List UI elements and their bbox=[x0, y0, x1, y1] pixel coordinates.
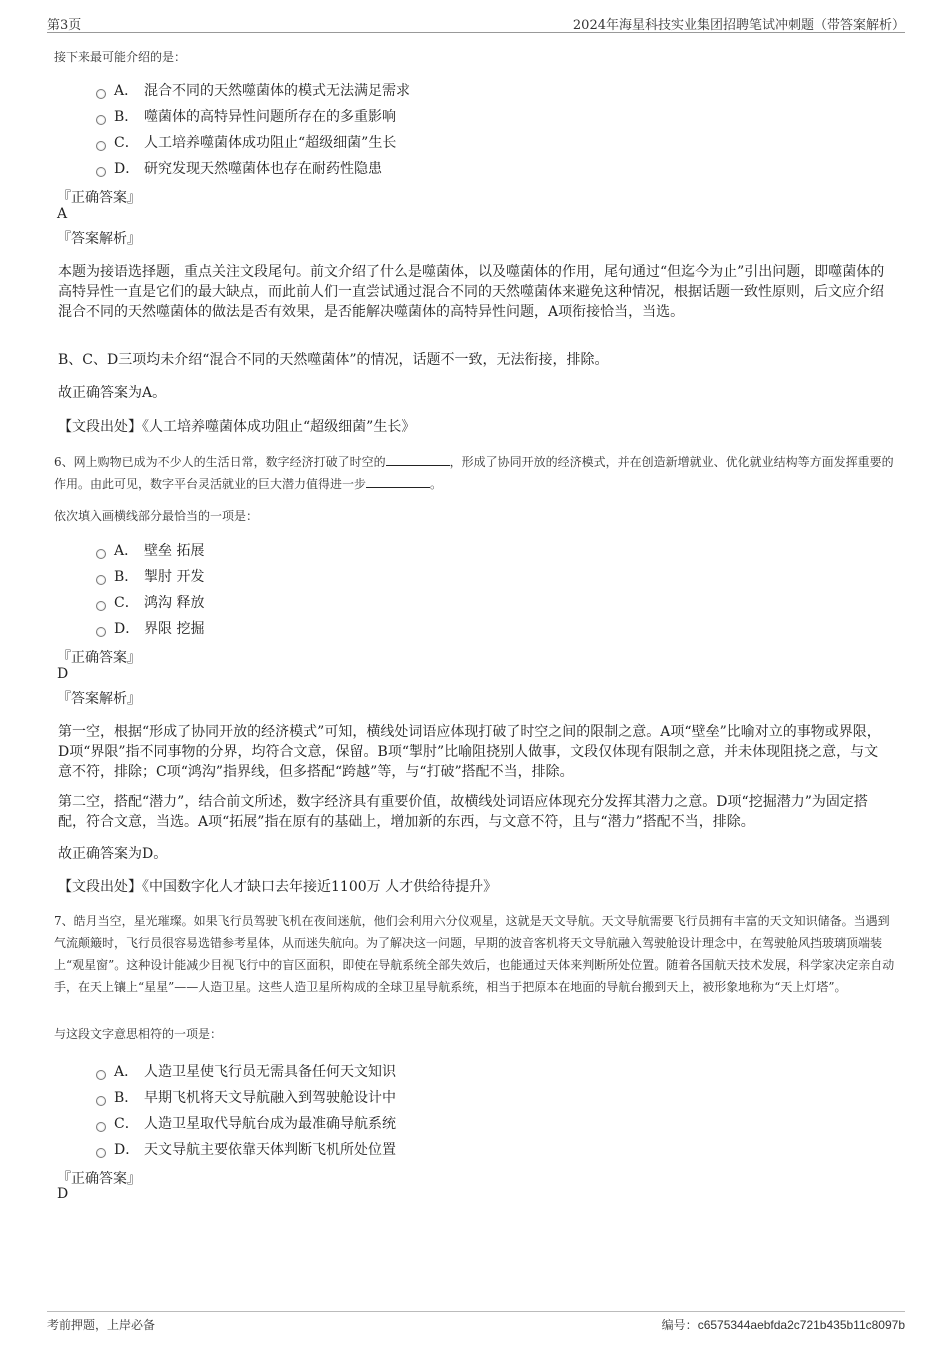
page-footer bbox=[47, 1311, 905, 1334]
q6-option-b[interactable] bbox=[96, 566, 204, 586]
option-text: 噬菌体的高特异性问题所存在的多重影响 bbox=[144, 109, 396, 125]
q6-source: 【文段出处】《中国数字化人才缺口去年接近1100万 人才供给待提升》 bbox=[58, 879, 498, 895]
q7-option-c[interactable] bbox=[96, 1113, 396, 1133]
q5-prompt: 接下来最可能介绍的是： bbox=[54, 50, 187, 64]
q6-blank-1 bbox=[386, 455, 450, 466]
option-text: 界限 挖掘 bbox=[144, 621, 205, 637]
q6-stem bbox=[54, 451, 898, 495]
q6-stem-part-3: 。 bbox=[430, 477, 443, 491]
radio-icon[interactable] bbox=[96, 89, 106, 99]
q6-answer: D bbox=[57, 666, 69, 682]
option-letter: A． bbox=[114, 543, 139, 559]
option-letter: A． bbox=[114, 83, 139, 99]
q6-stem-part-1: 6、网上购物已成为不少人的生活日常，数字经济打破了时空的 bbox=[54, 455, 386, 469]
option-letter: B． bbox=[114, 569, 139, 585]
radio-icon[interactable] bbox=[96, 115, 106, 125]
q6-analysis-2: 第二空，搭配“潜力”，结合前文所述，数字经济具有重要价值，故横线处词语应体现充分发挥其潜力之意。D项“挖掘潜力”为固定搭配，符合文意，当选。A项“拓展”指在原有的基础上，增加新的东西，与文意不符，且与“潜力”搭配不当，排除。 bbox=[58, 794, 868, 830]
q6-stem-part-2: ，形成了协同开放的经济模式，并在创造新增就业、优化就业结构等方面发挥重要的作用。由此可见，数字平台灵活就业的巨大潜力值得进一步 bbox=[54, 455, 894, 491]
option-text: 研究发现天然噬菌体也存在耐药性隐患 bbox=[144, 161, 382, 177]
option-letter: D． bbox=[114, 161, 140, 177]
radio-icon[interactable] bbox=[96, 627, 106, 637]
option-text: 天文导航主要依靠天体判断飞机所处位置 bbox=[144, 1142, 396, 1158]
q5-option-a[interactable] bbox=[96, 80, 410, 100]
radio-icon[interactable] bbox=[96, 167, 106, 177]
q7-stem: 7、皓月当空，星光璀璨。如果飞行员驾驶飞机在夜间迷航，他们会利用六分仪观星，这就是天文导航。天文导航需要飞行员拥有丰富的天文知识储备。当遇到气流颠簸时，飞行员很容易选错参考星体，从而迷失航向。为了解决这一问题，早期的波音客机将天文导航融入驾驶舱设计理念中，在驾驶舱风挡玻璃顶端装上“观星窗”。这种设计能减少目视飞行中的盲区面积，即使在导航系统全部失效后，也能通过天体来判断所处位置。随着各国航天技术发展，科学家决定亲自动手，在天上镶上“星星”——人造卫星。这些人造卫星所构成的全球卫星导航系统，相当于把原本在地面的导航台搬到天上，被形象地称为“天上灯塔”。 bbox=[54, 914, 895, 994]
radio-icon[interactable] bbox=[96, 549, 106, 559]
q7-option-b[interactable] bbox=[96, 1087, 396, 1107]
option-text: 混合不同的天然噬菌体的模式无法满足需求 bbox=[144, 83, 410, 99]
option-letter: A． bbox=[114, 1064, 139, 1080]
radio-icon[interactable] bbox=[96, 1096, 106, 1106]
option-letter: B． bbox=[114, 109, 139, 125]
option-letter: C． bbox=[114, 1116, 139, 1132]
option-text: 掣肘 开发 bbox=[144, 569, 205, 585]
q6-analysis-3: 故正确答案为D。 bbox=[58, 846, 168, 862]
q5-option-c[interactable] bbox=[96, 132, 396, 152]
q6-blank-2 bbox=[366, 477, 430, 488]
radio-icon[interactable] bbox=[96, 575, 106, 585]
q7-answer: D bbox=[57, 1186, 69, 1202]
option-text: 鸿沟 释放 bbox=[144, 595, 205, 611]
q6-analysis-1: 第一空，根据“形成了协同开放的经济模式”可知，横线处词语应体现打破了时空之间的限制之意。A项“壁垒”比喻对立的事物或界限，D项“界限”指不同事物的分界，均符合文意，保留。B项“掣肘”比喻阻挠别人做事，文段仅体现有限制之意，并未体现阻挠之意，与文意不符，排除；C项“鸿沟”指界线，但多搭配“跨越”等，与“打破”搭配不当，排除。 bbox=[58, 724, 881, 780]
option-text: 人造卫星使飞行员无需具备任何天文知识 bbox=[144, 1064, 396, 1080]
option-letter: C． bbox=[114, 595, 139, 611]
radio-icon[interactable] bbox=[96, 601, 106, 611]
q5-analysis-2: B、C、D三项均未介绍“混合不同的天然噬菌体”的情况，话题不一致，无法衔接，排除。 bbox=[58, 352, 609, 368]
option-letter: C． bbox=[114, 135, 139, 151]
q5-analysis-label: 『答案解析』 bbox=[57, 231, 141, 247]
q7-option-d[interactable] bbox=[96, 1139, 396, 1159]
q5-answer-label: 『正确答案』 bbox=[57, 190, 141, 206]
option-text: 壁垒 拓展 bbox=[144, 543, 205, 559]
q5-source: 【文段出处】《人工培养噬菌体成功阻止“超级细菌”生长》 bbox=[58, 419, 416, 435]
page-number: 第3页 bbox=[47, 18, 82, 33]
q6-option-d[interactable] bbox=[96, 618, 204, 638]
option-text: 早期飞机将天文导航融入到驾驶舱设计中 bbox=[144, 1090, 396, 1106]
radio-icon[interactable] bbox=[96, 1070, 106, 1080]
q5-analysis-1: 本题为接语选择题，重点关注文段尾句。前文介绍了什么是噬菌体，以及噬菌体的作用，尾句通过“但迄今为止”引出问题，即噬菌体的高特异性一直是它们的最大缺点，而此前人们一直尝试通过混合不同的天然噬菌体来避免这种情况，根据话题一致性原则，后文应介绍混合不同的天然噬菌体的做法是否有效果，是否能解决噬菌体的高特异性问题，A项衔接恰当，当选。 bbox=[58, 264, 885, 320]
document-title: 2024年海星科技实业集团招聘笔试冲刺题（带答案解析） bbox=[572, 18, 905, 33]
option-letter: D． bbox=[114, 1142, 140, 1158]
radio-icon[interactable] bbox=[96, 141, 106, 151]
q5-analysis-3: 故正确答案为A。 bbox=[58, 385, 167, 401]
q5-option-b[interactable] bbox=[96, 106, 396, 126]
option-text: 人工培养噬菌体成功阻止“超级细菌”生长 bbox=[144, 135, 397, 151]
page-header bbox=[47, 12, 905, 33]
q7-option-a[interactable] bbox=[96, 1061, 396, 1081]
q6-option-a[interactable] bbox=[96, 540, 204, 560]
footer-code bbox=[662, 1316, 905, 1333]
q7-prompt: 与这段文字意思相符的一项是： bbox=[54, 1027, 223, 1041]
footer-slogan: 考前押题，上岸必备 bbox=[47, 1318, 156, 1332]
option-letter: D． bbox=[114, 621, 140, 637]
radio-icon[interactable] bbox=[96, 1122, 106, 1132]
q6-option-c[interactable] bbox=[96, 592, 204, 612]
q6-analysis-label: 『答案解析』 bbox=[57, 691, 141, 707]
option-letter: B． bbox=[114, 1090, 139, 1106]
q6-prompt: 依次填入画横线部分最恰当的一项是： bbox=[54, 509, 259, 523]
q7-answer-label: 『正确答案』 bbox=[57, 1171, 141, 1187]
q5-option-d[interactable] bbox=[96, 158, 382, 178]
radio-icon[interactable] bbox=[96, 1148, 106, 1158]
q5-answer: A bbox=[57, 206, 68, 222]
option-text: 人造卫星取代导航台成为最准确导航系统 bbox=[144, 1116, 396, 1132]
q6-answer-label: 『正确答案』 bbox=[57, 650, 141, 666]
footer-code-value: c6575344aebfda2c721b435b11c8097b bbox=[697, 1318, 905, 1332]
footer-code-label: 编号： bbox=[661, 1318, 698, 1332]
